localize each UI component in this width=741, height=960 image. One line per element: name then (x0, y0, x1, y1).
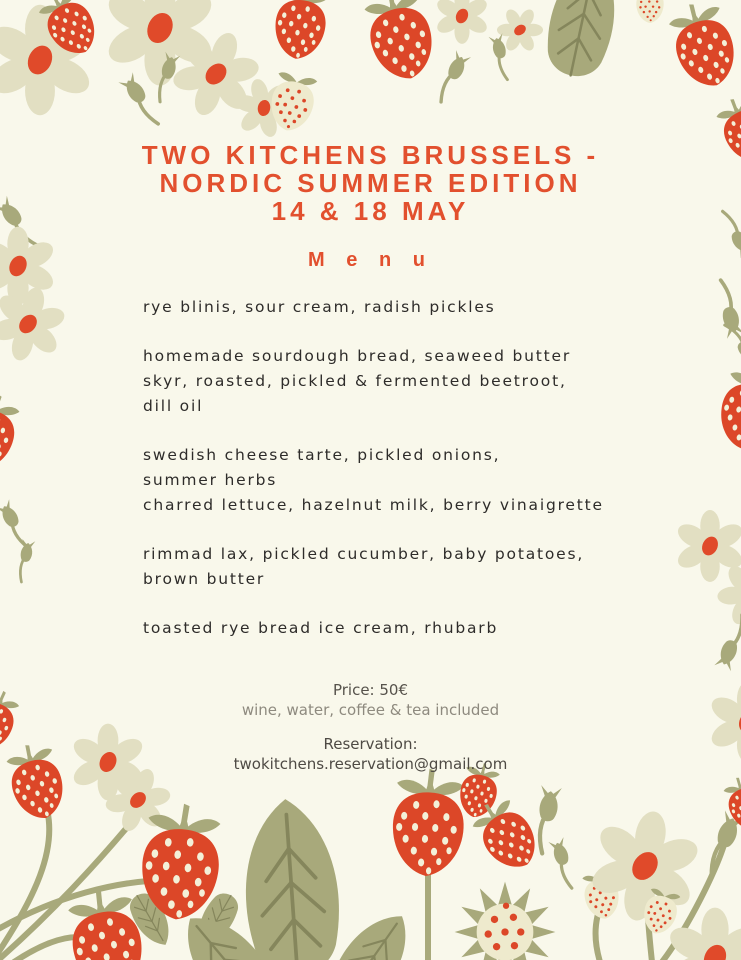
reservation-label: Reservation: (323, 735, 418, 753)
course-line: homemade sourdough bread, seaweed butter (143, 347, 572, 365)
course-line: rye blinis, sour cream, radish pickles (143, 298, 496, 316)
title-line-2: NORDIC SUMMER EDITION (159, 168, 582, 198)
course-line: charred lettuce, hazelnut milk, berry vinaigrette (143, 496, 604, 514)
course-item (143, 344, 663, 419)
reservation-email: twokitchens.reservation@gmail.com (233, 755, 508, 773)
course-item (143, 443, 663, 518)
course-line: swedish cheese tarte, pickled onions, (143, 446, 501, 464)
included-note: wine, water, coffee & tea included (241, 701, 500, 719)
reservation-section (0, 734, 741, 774)
price-section (0, 680, 741, 720)
page-title (0, 141, 741, 225)
course-item (143, 542, 663, 592)
course-list (143, 295, 663, 665)
course-line: skyr, roasted, pickled & fermented beetroot, (143, 372, 567, 390)
course-line: brown butter (143, 570, 266, 588)
course-line: dill oil (143, 397, 204, 415)
price-label: Price: 50€ (332, 681, 409, 699)
course-item (143, 616, 663, 641)
title-line-3: 14 & 18 MAY (271, 196, 470, 226)
menu-heading: M e n u (308, 249, 433, 271)
course-line: summer herbs (143, 471, 278, 489)
course-item (143, 295, 663, 320)
title-line-1: TWO KITCHENS BRUSSELS - (141, 140, 600, 170)
course-line: toasted rye bread ice cream, rhubarb (143, 619, 499, 637)
course-line: rimmad lax, pickled cucumber, baby potatoes, (143, 545, 585, 563)
